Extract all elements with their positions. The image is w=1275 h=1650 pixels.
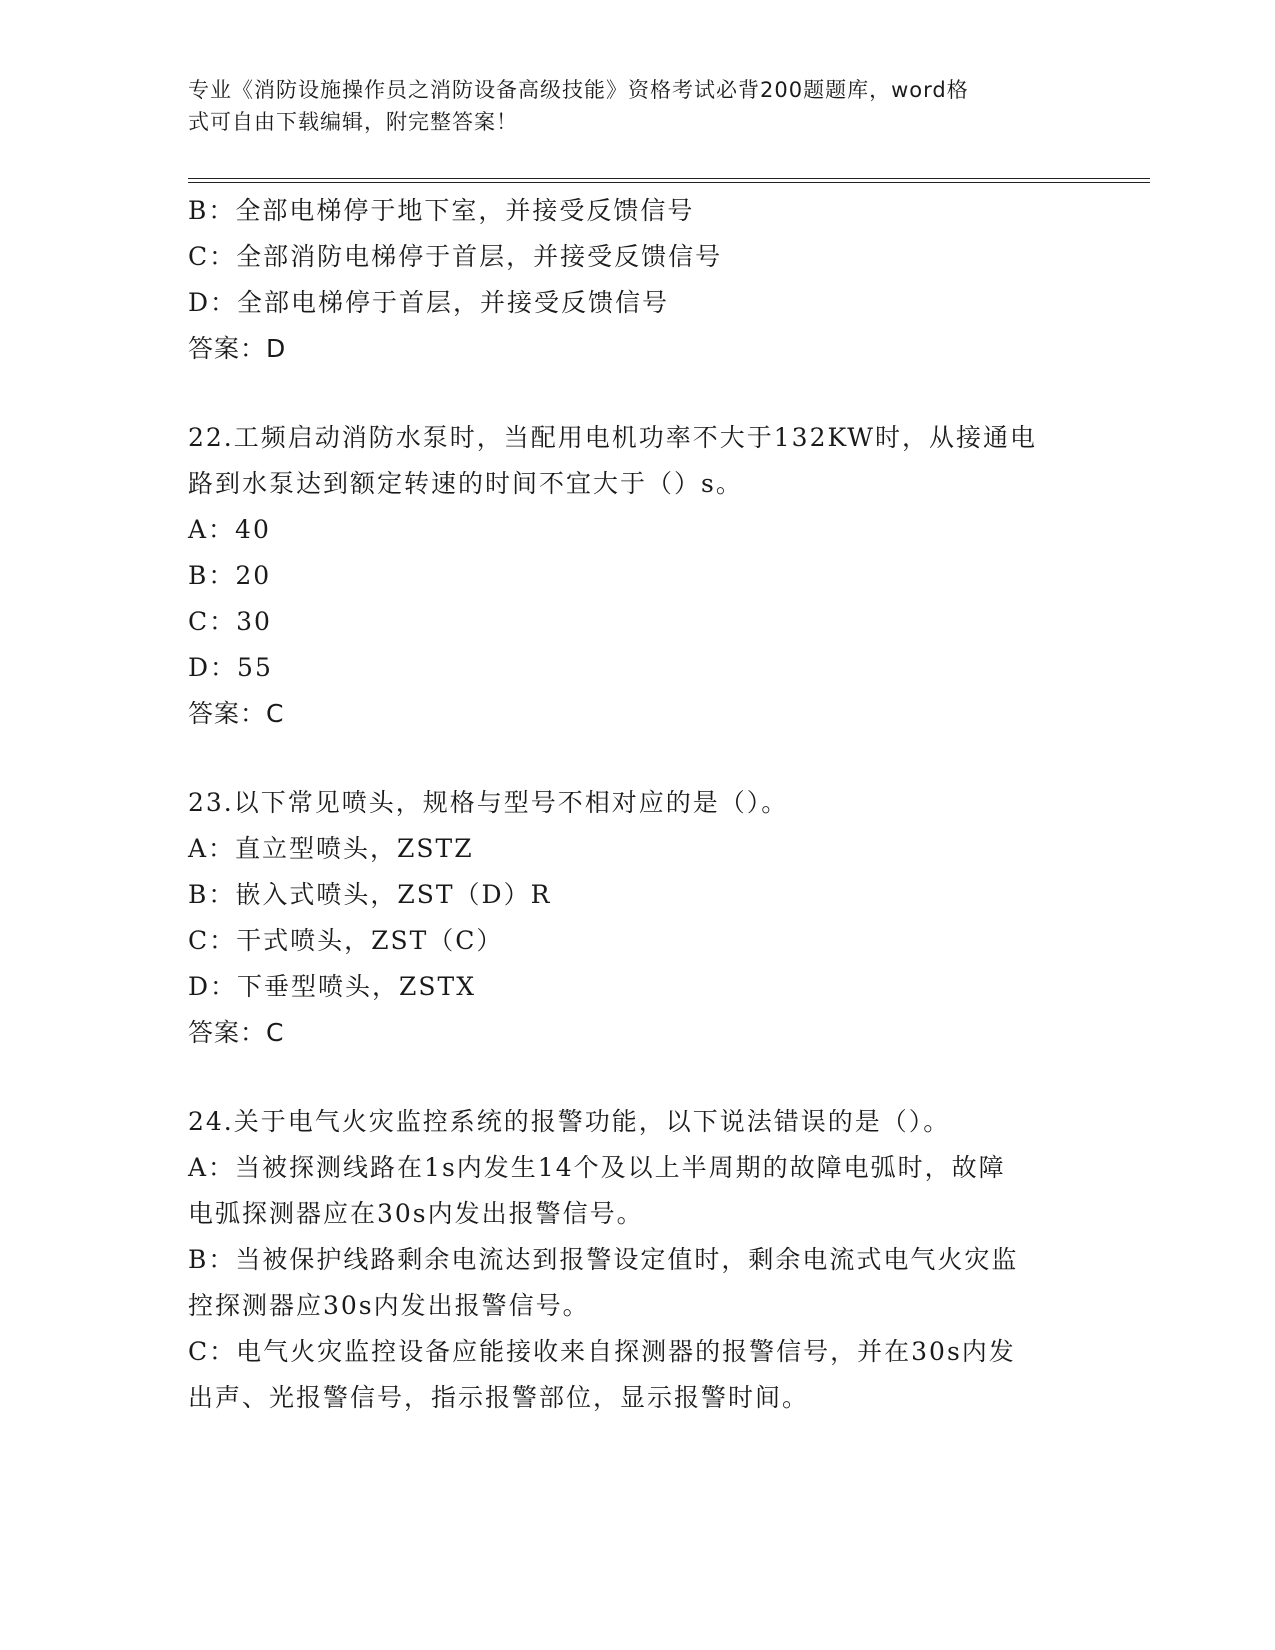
question-22 (188, 415, 1088, 737)
header-line-2: 式可自由下载编辑，附完整答案！ (188, 110, 518, 134)
option-a: A：直立型喷头，ZSTZ (188, 834, 474, 863)
option-b: B：当被保护线路剩余电流达到报警设定值时，剩余电流式电气火灾监 (188, 1245, 1019, 1274)
option-b-continued: 控探测器应30s内发出报警信号。 (188, 1291, 590, 1320)
option-a: A：当被探测线路在1s内发生14个及以上半周期的故障电弧时，故障 (188, 1153, 1006, 1182)
option-d: D：全部电梯停于首层，并接受反馈信号 (188, 288, 670, 317)
option-c: C：干式喷头，ZST（C） (188, 926, 504, 955)
question-list (188, 188, 1088, 1421)
spacer (188, 737, 1088, 780)
question-24 (188, 1099, 1088, 1421)
question-stem-continued: 路到水泵达到额定转速的时间不宜大于（）s。 (188, 469, 743, 498)
option-a: A：40 (188, 515, 271, 544)
answer-line: 答案：C (188, 1018, 285, 1047)
option-b: B：全部电梯停于地下室，并接受反馈信号 (188, 196, 695, 225)
answer-line: 答案：C (188, 699, 285, 728)
option-c: C：30 (188, 607, 272, 636)
spacer (188, 1056, 1088, 1099)
option-b: B：20 (188, 561, 272, 590)
document-header (188, 74, 1068, 138)
option-a-continued: 电弧探测器应在30s内发出报警信号。 (188, 1199, 644, 1228)
option-c: C：电气火灾监控设备应能接收来自探测器的报警信号，并在30s内发 (188, 1337, 1016, 1366)
spacer (188, 372, 1088, 415)
option-d: D：下垂型喷头，ZSTX (188, 972, 477, 1001)
header-divider (188, 178, 1150, 183)
question-stem: 23.以下常见喷头，规格与型号不相对应的是（）。 (188, 788, 789, 817)
option-d: D：55 (188, 653, 273, 682)
header-line-1: 专业《消防设施操作员之消防设备高级技能》资格考试必背200题题库，word格 (188, 78, 969, 102)
question-23 (188, 780, 1088, 1056)
option-c: C：全部消防电梯停于首层，并接受反馈信号 (188, 242, 723, 271)
option-b: B：嵌入式喷头，ZST（D）R (188, 880, 552, 909)
option-c-continued: 出声、光报警信号，指示报警部位，显示报警时间。 (188, 1383, 810, 1412)
question-stem: 22.工频启动消防水泵时，当配用电机功率不大于132KW时，从接通电 (188, 423, 1037, 452)
question-stem: 24.关于电气火灾监控系统的报警功能，以下说法错误的是（）。 (188, 1107, 951, 1136)
question-21-continued (188, 188, 1088, 372)
answer-line: 答案：D (188, 334, 287, 363)
